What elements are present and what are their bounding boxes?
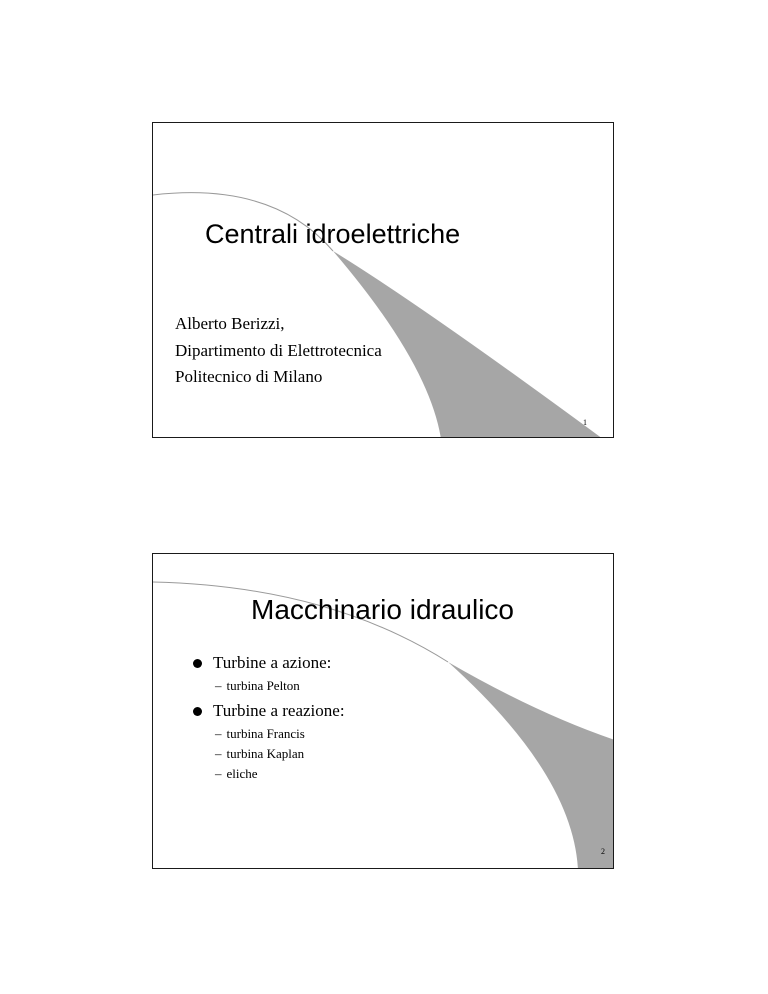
- dash-icon: –: [215, 766, 222, 781]
- swoosh-decoration: [153, 123, 614, 438]
- dash-icon: –: [215, 746, 222, 761]
- dash-icon: –: [215, 678, 222, 693]
- slide-title: Centrali idroelettriche: [205, 219, 461, 249]
- author-institution: Politecnico di Milano: [175, 367, 323, 386]
- bullet-item: [193, 700, 345, 722]
- author-department: Dipartimento di Elettrotecnica: [175, 340, 382, 360]
- sub-list: [193, 724, 345, 784]
- slide-2: [152, 553, 614, 869]
- bullet-item: [193, 652, 345, 674]
- sub-item: – eliche: [215, 766, 258, 781]
- bullet-list: [193, 652, 345, 788]
- bullet-label: Turbine a reazione:: [213, 701, 345, 720]
- sub-list: [193, 676, 345, 696]
- author-name: Alberto Berizzi,: [175, 314, 285, 333]
- slide-title: Macchinario idraulico: [251, 594, 515, 625]
- sub-item: – turbina Pelton: [215, 678, 300, 693]
- bullet-dot-icon: [193, 659, 202, 668]
- page-number: 2: [601, 847, 605, 856]
- sub-item: – turbina Kaplan: [215, 746, 305, 761]
- dash-icon: –: [215, 726, 222, 741]
- page-number: 1: [583, 418, 587, 427]
- slide-1: [152, 122, 614, 438]
- bullet-dot-icon: [193, 707, 202, 716]
- author-block: [175, 311, 382, 391]
- bullet-label: Turbine a azione:: [213, 653, 332, 672]
- sub-item: – turbina Francis: [215, 726, 305, 741]
